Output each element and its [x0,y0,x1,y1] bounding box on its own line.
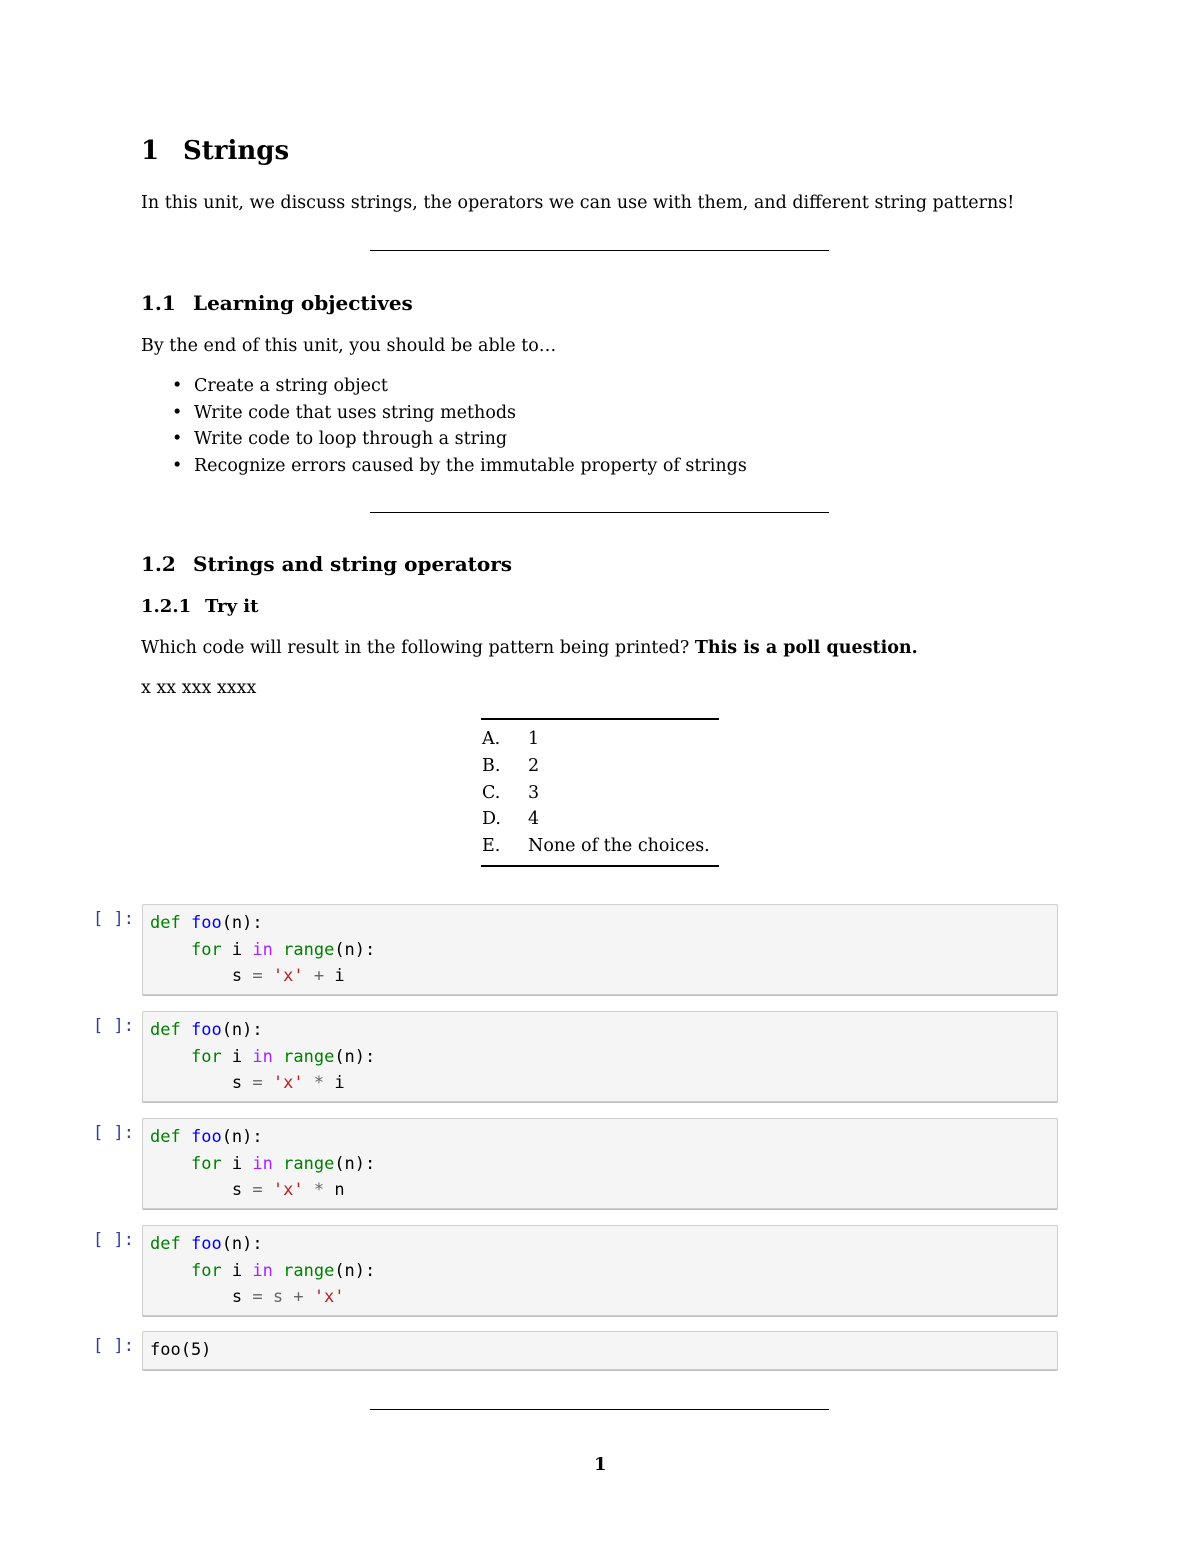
list-item: • Create a string object [172,373,747,400]
bullet-icon: • [172,376,183,396]
divider-rule [370,512,829,513]
code-line: def foo(n): [150,1020,263,1040]
code-editor[interactable] [142,1118,1058,1209]
section-intro: In this unit, we discuss strings, the operators we can use with them, and different string patterns! [141,193,1015,213]
choice-row: C. 3 [482,782,540,803]
code-editor[interactable] [142,1011,1058,1102]
objectives-heading [141,291,413,315]
code-editor[interactable] [142,1225,1058,1316]
section-heading [141,136,289,166]
bullet-icon: • [172,455,183,476]
code-line: def foo(n): [150,1234,263,1254]
code-line: def foo(n): [150,913,263,933]
code-line: foo(5) [150,1340,212,1360]
divider-rule [370,1409,829,1410]
code-line: for i in range(n): [190,1046,376,1067]
try-it-heading [141,596,258,617]
pattern-example: x xx xxx xxxx [141,678,257,698]
poll-question: Which code will result in the following pattern being printed? This is a poll question. [141,638,918,658]
poll-note: This is a poll question. [694,638,918,658]
code-line: s = 'x' * i [231,1073,345,1093]
section-number: 1 [141,136,160,166]
list-item: • Write code to loop through a string [172,426,747,453]
code-editor[interactable] [142,904,1058,995]
objectives-list [172,373,747,479]
bullet-icon: • [172,402,183,423]
code-editor[interactable] [142,1331,1058,1370]
cell-prompt: [ ]: [93,1230,134,1250]
code-line: s = 'x' + i [231,966,345,986]
operators-heading [141,552,512,576]
code-line: def foo(n): [150,1127,263,1147]
choice-row: D. 4 [482,809,540,830]
choices-table [481,718,719,867]
code-line: s = s + 'x' [231,1287,345,1307]
list-item: • Recognize errors caused by the immutable property of strings [172,453,747,480]
bullet-icon: • [172,429,183,449]
try-it-number: 1.2.1 [141,596,192,617]
section-title: Strings [183,136,290,166]
code-line: for i in range(n): [190,1153,376,1174]
objectives-title: Learning objectives [193,291,413,315]
choice-row: A. 1 [482,729,540,749]
cell-prompt: [ ]: [93,909,134,929]
operators-title: Strings and string operators [193,552,513,576]
choice-row: E. None of the choices. [482,836,710,857]
try-it-title: Try it [205,596,259,617]
operators-number: 1.2 [141,552,176,576]
list-item: • Write code that uses string methods [172,400,747,427]
objectives-number: 1.1 [141,291,176,315]
choice-row: B. 2 [482,755,540,776]
cell-prompt: [ ]: [93,1336,134,1356]
code-line: for i in range(n): [190,939,376,960]
divider-rule [370,250,829,251]
cell-prompt: [ ]: [93,1123,134,1143]
code-line: s = 'x' * n [231,1180,345,1200]
code-line: for i in range(n): [190,1260,376,1281]
objectives-lead: By the end of this unit, you should be able to… [141,336,557,356]
page-number: 1 [594,1454,607,1475]
cell-prompt: [ ]: [93,1016,134,1036]
